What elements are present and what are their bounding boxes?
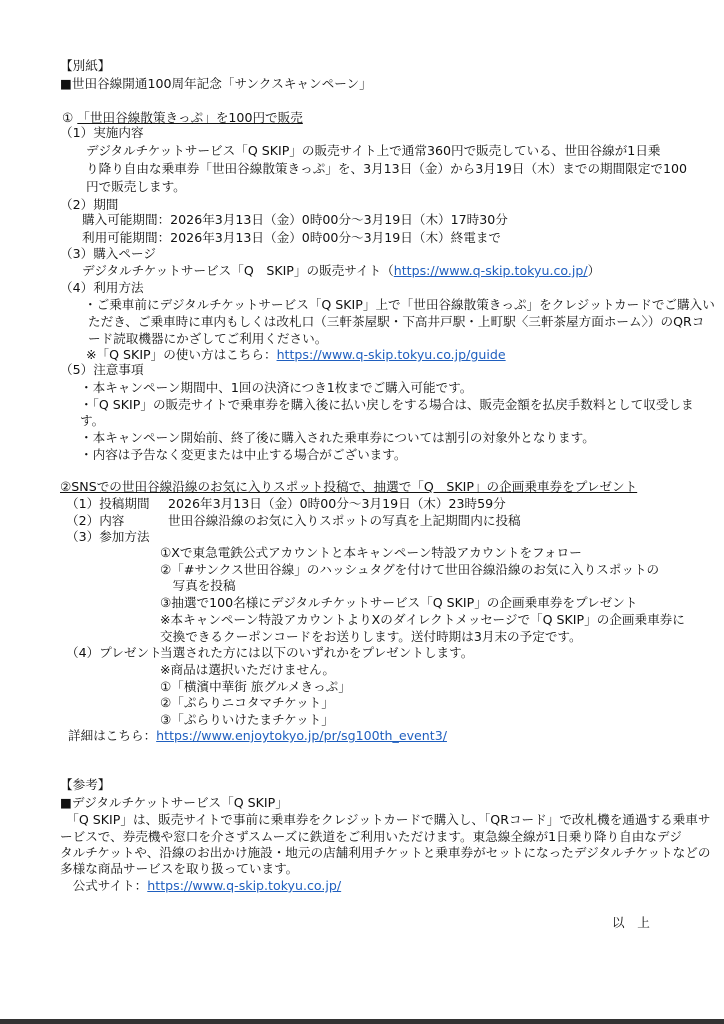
- reference-title-text: ■デジタルチケットサービス「Q SKIP」: [60, 795, 288, 810]
- p3-line-text: 交換できるクーポンコードをお送りします。送付時期は3月末の予定です。: [160, 629, 582, 644]
- campaign-title-text: ■世田谷線開通100周年記念「サンクスキャンペーン」: [60, 76, 372, 91]
- s1-line-text: り降り自由な乗車券「世田谷線散策きっぷ」を、3月13日（金）から3月19日（木）までの期間限定で100: [86, 161, 688, 176]
- p4-line-text: ③「ぷらりいけたまチケット」: [160, 712, 334, 727]
- section1-heading-text: ①: [62, 110, 78, 125]
- s4-line-text: ただき、ご乗車時に車内もしくは改札口（三軒茶屋駅・下高井戸駅・上町駅〈三軒茶屋方面ホーム〉）のQRコ: [88, 314, 705, 329]
- s3-title: [60, 245, 156, 263]
- s5-line: [80, 429, 595, 447]
- s3-title-text: （3）購入ページ: [60, 246, 156, 261]
- s5-line-text: ・内容は予告なく変更または中止する場合がございます。: [80, 447, 407, 462]
- p3-line-text: ①Xで東急電鉄公式アカウントと本キャンペーン特設アカウントをフォロー: [160, 545, 582, 560]
- s5-line: [80, 396, 694, 414]
- s1-line-text: 円で販売します。: [86, 179, 186, 194]
- s5-line-text: す。: [80, 413, 105, 428]
- p3-line-text: ※本キャンペーン特設アカウントよりXのダイレクトメッセージで「Q SKIP」の企画乗車券に: [160, 612, 685, 627]
- p4-line: [160, 661, 335, 679]
- official-site: [60, 877, 341, 895]
- p4-line-text: ②「ぷらりニコタマチケット」: [160, 695, 334, 710]
- s4-title-text: （4）利用方法: [60, 280, 144, 295]
- s1-line: [86, 142, 661, 160]
- s2-title-text: （2）期間: [60, 197, 119, 212]
- s1-line: [86, 160, 687, 178]
- p4-line: [160, 644, 473, 662]
- p1-value-text: 2026年3月13日（金）0時00分～3月19日（木）23時59分: [168, 496, 506, 511]
- link[interactable]: https://www.q-skip.tokyu.co.jp/: [393, 263, 588, 278]
- purchase-page-text: デジタルチケットサービス「Q SKIP」の販売サイト（: [82, 263, 394, 278]
- p3-line-text: ③抽選で100名様にデジタルチケットサービス「Q SKIP」の企画乗車券をプレゼント: [160, 595, 638, 610]
- s5-line: [80, 379, 472, 397]
- s1-title: [60, 124, 144, 142]
- p2-label-text: （2）内容: [66, 513, 125, 528]
- p4-label-text: （4）プレゼント: [66, 645, 162, 660]
- p3-line: [160, 544, 582, 562]
- s5-line-text: ・本キャンペーン期間中、1回の決済につき1枚までご購入可能です。: [80, 380, 473, 395]
- s4-title: [60, 279, 144, 297]
- p2-value-text: 世田谷線沿線のお気に入りスポットの写真を上記期間内に投稿: [168, 513, 521, 528]
- p3-line-text: ②「#サンクス世田谷線」のハッシュタグを付けて世田谷線沿線のお気に入りスポットの: [160, 562, 660, 577]
- p2-value: [168, 512, 521, 530]
- section2-heading: [60, 478, 637, 496]
- closing-mark: [612, 914, 650, 932]
- reference-line: [60, 860, 298, 878]
- p1-value: [168, 495, 506, 513]
- s5-line: [80, 446, 406, 464]
- guide-line: [86, 346, 506, 364]
- p1-label-text: （1）投稿期間: [66, 496, 150, 511]
- p4-line: [160, 694, 334, 712]
- s5-title: [60, 361, 144, 379]
- p4-line-text: ※商品は選択いただけません。: [160, 662, 336, 677]
- s1-line-text: デジタルチケットサービス「Q SKIP」の販売サイト上で通常360円で販売している、世田谷線が1日乗: [86, 143, 661, 158]
- p4-line-text: 当選された方には以下のいずれかをプレゼントします。: [160, 645, 474, 660]
- p3-line: [160, 577, 236, 595]
- s5-line: [80, 412, 104, 430]
- section1-heading-text: 「世田谷線散策きっぷ」を100円で販売: [77, 110, 303, 125]
- campaign-title: [60, 75, 372, 93]
- purchase-period: [82, 211, 508, 229]
- reference-label: [60, 776, 110, 794]
- p3-label: [66, 528, 150, 546]
- s4-line-text: ード読取機器にかざしてご利用ください。: [88, 331, 328, 346]
- p3-line: [160, 594, 637, 612]
- reference-line-text: 多様な商品サービスを取り扱っています。: [60, 861, 299, 876]
- s1-line: [86, 178, 186, 196]
- p4-label: [66, 644, 162, 662]
- reference-line-text: ービスで、券売機や窓口を介さずスムーズに鉄道をご利用いただけます。東急線全線が1日乗り降り自由なデジ: [60, 829, 682, 844]
- p3-line-text: 写真を投稿: [160, 578, 236, 593]
- reference-title: [60, 794, 288, 812]
- s4-line-text: ・ご乗車前にデジタルチケットサービス「Q SKIP」上で「世田谷線散策きっぷ」をクレジットカードでご購入い: [84, 297, 715, 312]
- reference-line-text: タルチケットや、沿線のお出かけ施設・地元の店舗利用チケットと乗車券がセットになったデジタルチケットなどの: [60, 845, 711, 860]
- attachment-label-text: 【別紙】: [60, 58, 111, 73]
- reference-label-text: 【参考】: [60, 777, 111, 792]
- s5-line-text: ・「Q SKIP」の販売サイトで乗車券を購入後に払い戻しをする場合は、販売金額を払戻手数料として収受しま: [80, 397, 694, 412]
- p3-label-text: （3）参加方法: [66, 529, 150, 544]
- reference-line: [60, 811, 710, 829]
- purchase-page-text: ）: [587, 263, 601, 278]
- attachment-label: [60, 57, 110, 75]
- s1-title-text: （1）実施内容: [60, 125, 144, 140]
- p4-line-text: ①「横濱中華街 旅グルメきっぷ」: [160, 679, 351, 694]
- s4-line: [88, 313, 704, 331]
- official-site-text: 公式サイト：: [60, 878, 148, 893]
- details-line: [68, 727, 447, 745]
- s4-line: [84, 296, 715, 314]
- s5-line-text: ・本キャンペーン開始前、終了後に購入された乗車券については割引の対象外となります。: [80, 430, 595, 445]
- page-bottom-edge: [0, 1019, 724, 1024]
- s5-title-text: （5）注意事項: [60, 362, 144, 377]
- guide-line-text: ※「Q SKIP」の使い方はこちら：: [86, 347, 277, 362]
- purchase-period-text: 購入可能期間：2026年3月13日（金）0時00分～3月19日（木）17時30分: [82, 212, 508, 227]
- use-period-text: 利用可能期間：2026年3月13日（金）0時00分～3月19日（木）終電まで: [82, 230, 502, 245]
- closing-mark-text: 以 上: [612, 915, 650, 930]
- details-line-text: 詳細はこちら：: [68, 728, 157, 743]
- link[interactable]: https://www.q-skip.tokyu.co.jp/: [147, 878, 342, 893]
- section2-heading-text: ②SNSでの世田谷線沿線のお気に入りスポット投稿で、抽選で「Q SKIP」の企画乗車券をプレゼント: [60, 479, 638, 494]
- purchase-page: [82, 262, 600, 280]
- p1-label: [66, 495, 150, 513]
- link[interactable]: https://www.enjoytokyo.jp/pr/sg100th_event3/: [156, 728, 447, 743]
- reference-line-text: 「Q SKIP」は、販売サイトで事前に乗車券をクレジットカードで購入し、「QRコード」で改札機を通過する乗車サ: [60, 812, 711, 827]
- p3-line: [160, 611, 685, 629]
- link[interactable]: https://www.q-skip.tokyu.co.jp/guide: [276, 347, 506, 362]
